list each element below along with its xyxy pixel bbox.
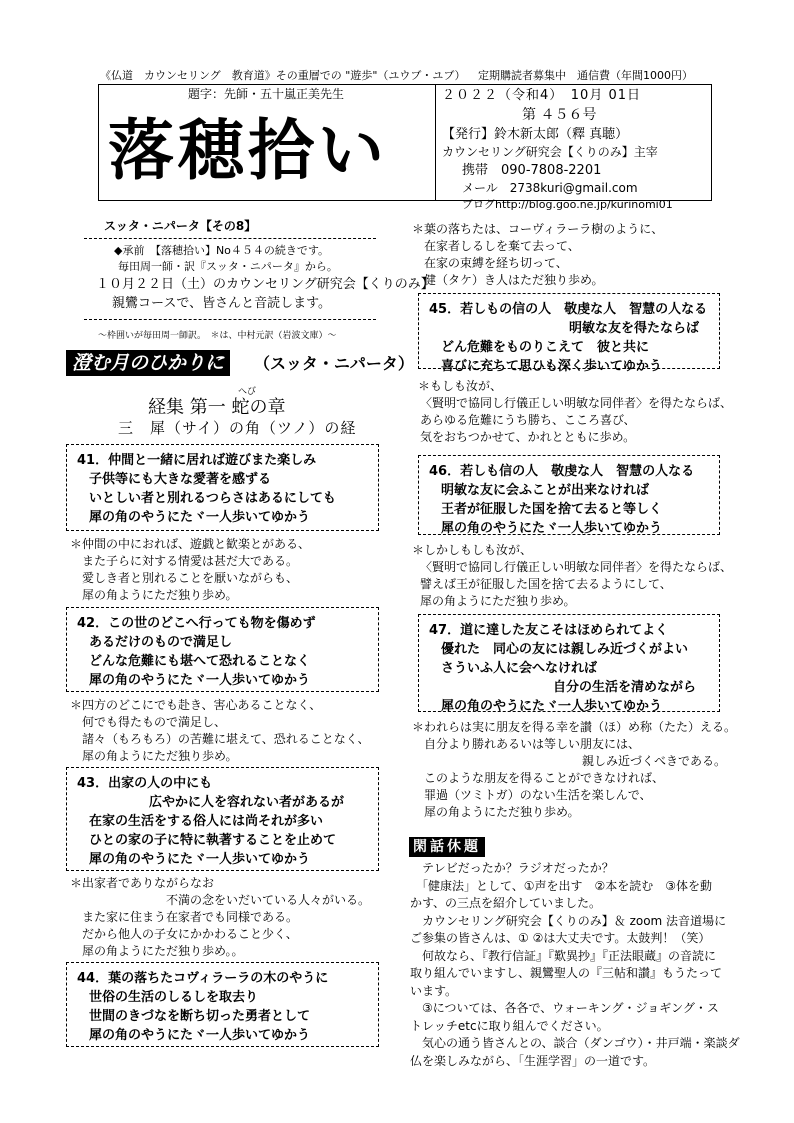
verse-box — [418, 455, 720, 535]
intro-line: 毎田周一師・訳『スッタ・ニパータ』から。 — [118, 260, 338, 273]
organization: カウンセリング研究会【くりのみ】主宰 — [442, 145, 658, 159]
aside-line: ご参集の皆さんは、① ②は大丈夫です。太鼓判！（笑） — [410, 931, 711, 945]
verse-line: いとしい者と別れるつらさはあるにしても — [89, 491, 336, 506]
verse-line: 犀の角のやうにたヾ一人歩いてゆかう — [89, 1028, 311, 1043]
aside-line: います。 — [410, 983, 458, 998]
aside-line: 取り組んでいますし、親鸞聖人の『三帖和讃』もうたって — [410, 966, 723, 980]
chapter-ruby: へび — [238, 387, 257, 397]
commentary-line: また子らに対する情愛は甚だ大である。 — [82, 554, 299, 568]
subscription-notice: 定期購読者募集中 通信費（年間1000円） — [478, 69, 693, 82]
aside-line: ③については、各各で、ウォーキング・ジョギング・ス — [422, 1001, 719, 1015]
commentary-line: ＊葉の落ちたは、コーヴィラーラ樹のように、 — [412, 222, 664, 236]
verse-line: 44．葉の落ちたコヴィラーラの木のやうに — [77, 971, 329, 986]
intro-line: 親鸞コースで、皆さんと音読します。 — [112, 296, 332, 311]
commentary-line: 犀の角ようにただ独り歩め。 — [82, 588, 238, 602]
verse-line: 犀の角のやうにたヾ一人歩いてゆかう — [89, 673, 311, 688]
verse-line: さういふ人に会へなければ — [441, 661, 598, 676]
commentary — [412, 719, 736, 821]
commentary-line: だから他人の子女にかかわること少く、 — [82, 927, 298, 941]
source-note: ～枠囲いが毎田周一師訳。 ＊は、中村元訳（岩波文庫）～ — [98, 331, 337, 341]
verse-line: 41．仲間と一緒に居れば遊びまた楽しみ — [77, 453, 317, 468]
commentary-line: ＊われらは実に朋友を得る幸を讃（ほ）め称（たた）える。 — [412, 720, 737, 734]
verse-line: 43．出家の人の中にも — [77, 776, 213, 791]
commentary-line: また家に住まう在家者でも同様である。 — [82, 910, 299, 924]
commentary-line: 健（タケ）き人はただ独り歩め。 — [424, 273, 604, 287]
commentary-line: 譬えば王が征服した国を捨て去るようにして、 — [420, 577, 672, 591]
verse-box — [66, 962, 379, 1047]
verse-line: 犀の角のやうにたヾ一人歩いてゆかう — [89, 852, 311, 867]
calligraphy-credit: 題字：先師・五十嵐正美先生 — [188, 87, 345, 101]
commentary-line: 在家の束縛を経ち切って、 — [424, 256, 568, 270]
verse-line: 子供等にも大きな愛著を感ずる — [89, 472, 272, 487]
commentary-line: ＊しかしもしも汝が、 — [412, 543, 533, 557]
commentary-line: 〈賢明で協同し行儀正しい明敏な同伴者〉を得たならば、 — [420, 396, 733, 410]
commentary — [412, 221, 663, 289]
verse-line: 広やかに人を容れない者があるが — [149, 795, 345, 810]
banner-title: 澄む月のひかりに — [66, 350, 230, 376]
verse-line: 世俗の生活のしるしを取去り — [89, 990, 259, 1005]
commentary-line: 諸々（もろもろ）の苦難に堪えて、恐れることなく、 — [82, 732, 370, 746]
verse-line: 45．若しもの信の人 敬虔な人 智慧の人なる — [429, 302, 708, 317]
commentary — [418, 378, 732, 446]
verse-box — [418, 614, 720, 712]
aside-line: トレッチetcに取り組んでください。 — [410, 1018, 609, 1033]
commentary-line: 犀の角ようにただ独り歩め。。 — [82, 944, 244, 958]
aside-line: 気心の通う皆さんとの、談合（ダンゴウ）・井戸端・楽談ダ — [422, 1036, 740, 1050]
issue-number: 第 ４５６号 — [522, 107, 597, 123]
commentary — [70, 697, 370, 765]
verse-line: 犀の角のやうにたヾ一人歩いてゆかう — [441, 699, 663, 714]
masthead-info — [442, 86, 708, 213]
aside-line: 仏を楽しみながら、「生涯学習」の一道です。 — [410, 1053, 656, 1068]
commentary-line: 愛しき者と別れることを厭いながらも、 — [82, 571, 299, 585]
verse-line: あるだけのもので満足し — [89, 635, 233, 650]
verse-line: 42．この世のどこへ行っても物を傷めず — [77, 616, 316, 631]
commentary-line: 罪過（ツミトガ）のない生活を楽しんで、 — [424, 788, 652, 802]
verse-line: 世間のきづなを断ち切った勇者として — [89, 1009, 311, 1024]
verse-line: 明敏な友を得たならば — [569, 321, 700, 336]
verse-box — [418, 293, 720, 374]
verse-line: 犀の角のやうにたヾ一人歩いてゆかう — [89, 510, 311, 525]
aside-line: 「健康法」として、①声を出す ②本を読む ③体を動 — [416, 878, 713, 893]
commentary-line: 気をおちつかせて、かれとともに歩め。 — [420, 430, 636, 444]
verse-line: ひとの家の子に特に執著することを止めて — [89, 833, 337, 848]
aside-line: カウンセリング研究会【くりのみ】＆ zoom 法音道場に — [422, 913, 727, 928]
phone: 携帯 090-7808-2201 — [462, 163, 602, 178]
aside-line: テレビだったか？ラジオだったか？ — [422, 861, 614, 875]
intro-line: ◆承前 【落穂拾い】No４５４の続きです。 — [114, 244, 330, 257]
verse-line: 明敏な友に会ふことが出来なければ — [441, 483, 650, 498]
commentary-line: 犀の角ようにただ独り歩め。 — [82, 749, 238, 763]
aside-heading: 閑話休題 — [409, 837, 485, 857]
aside-body — [410, 860, 740, 1070]
publisher: 【発行】鈴木新太郎（釋 真聴） — [442, 127, 629, 142]
verse-line: 在家の生活をする俗人には尚それが多い — [89, 814, 324, 829]
verse-line: 犀の角のやうにたヾ一人歩いてゆかう — [441, 521, 663, 536]
commentary-line: あらゆる危難にうち勝ち、こころ喜び、 — [420, 413, 636, 427]
verse-line: どんな危難にも堪へて恐れることなく — [89, 654, 311, 669]
banner-subtitle: （スッタ・ニパータ） — [254, 354, 414, 373]
intro-divider — [84, 319, 376, 320]
verse-line: 自分の生活を清めながら — [553, 680, 697, 695]
commentary-line: ＊出家者でありながらなお — [70, 876, 215, 890]
email: メール 2738kuri@gmail.com — [462, 181, 638, 195]
masthead-tagline: 《仏道 カウンセリング 教育道》その重層での "遊歩"（ユウブ・ユブ） — [100, 69, 466, 82]
series-title: スッタ・ニパータ【その8】 — [104, 219, 257, 233]
series-divider — [84, 238, 376, 239]
commentary-line: ＊仲間の中におれば、遊戯と歓楽とがある、 — [70, 537, 311, 551]
intro-text — [96, 243, 434, 313]
commentary-line: 犀の角ようにただ独り歩め。 — [420, 594, 576, 608]
commentary-line: 在家者しるしを棄て去って、 — [424, 239, 580, 253]
masthead-divider — [435, 84, 436, 201]
verse-box — [66, 767, 379, 871]
commentary-line: ＊四方のどこにでも赴き、害心あることなく、 — [70, 698, 322, 712]
issue-date: ２０２２（令和4） 10月 01日 — [442, 88, 641, 103]
verse-line: 喜びに充ちて思ひも深く歩いてゆかう — [441, 359, 662, 374]
verse-box — [66, 444, 379, 531]
commentary — [70, 536, 310, 604]
chapter-heading: 経集 第一 蛇の章 — [148, 397, 286, 418]
verse-line: 46．若しも信の人 敬虔な人 智慧の人なる — [429, 464, 695, 479]
newsletter-logo: 落穂拾い — [108, 111, 388, 189]
commentary-line: ＊もしも汝が、 — [418, 379, 503, 393]
commentary-line: 不満の念をいだいている人々がいる。 — [166, 893, 371, 907]
commentary-line: 自分より勝れあるいは等しい朋友には、 — [424, 737, 641, 751]
commentary — [70, 875, 370, 960]
verse-line: 優れた 同心の友には親しみ近づくがよい — [441, 642, 689, 657]
commentary-line: 〈賢明で協同し行儀正しい明敏な同伴者〉を得たならば、 — [420, 560, 733, 574]
aside-line: かす、の三点を紹介していました。 — [410, 896, 602, 910]
verse-line: 王者が征服した国を捨て去ると等しく — [441, 502, 663, 517]
intro-line: １０月２２日（土）のカウンセリング研究会【くりのみ】 — [96, 277, 434, 292]
commentary-line: 何でも得たもので満足し、 — [82, 715, 227, 729]
blog-url: ブログhttp://blog.goo.ne.jp/kurinomi01 — [462, 198, 673, 211]
verse-line: どん危難をものりこえて 彼と共に — [441, 340, 650, 355]
verse-line: 47．道に達した友こそはほめられてよく — [429, 623, 669, 638]
verse-box — [66, 607, 379, 692]
commentary-line: このような朋友を得ることができなければ、 — [424, 771, 665, 785]
commentary-line: 親しみ近づくべきである。 — [582, 754, 727, 768]
commentary — [412, 542, 732, 610]
chapter-subheading: 三 犀（サイ）の角（ツノ）の経 — [118, 419, 357, 437]
aside-line: 何故なら、『教行信証』『歎異抄』『正法眼蔵』の音読に — [422, 948, 717, 963]
commentary-line: 犀の角ようにただ独り歩め。 — [424, 805, 580, 819]
